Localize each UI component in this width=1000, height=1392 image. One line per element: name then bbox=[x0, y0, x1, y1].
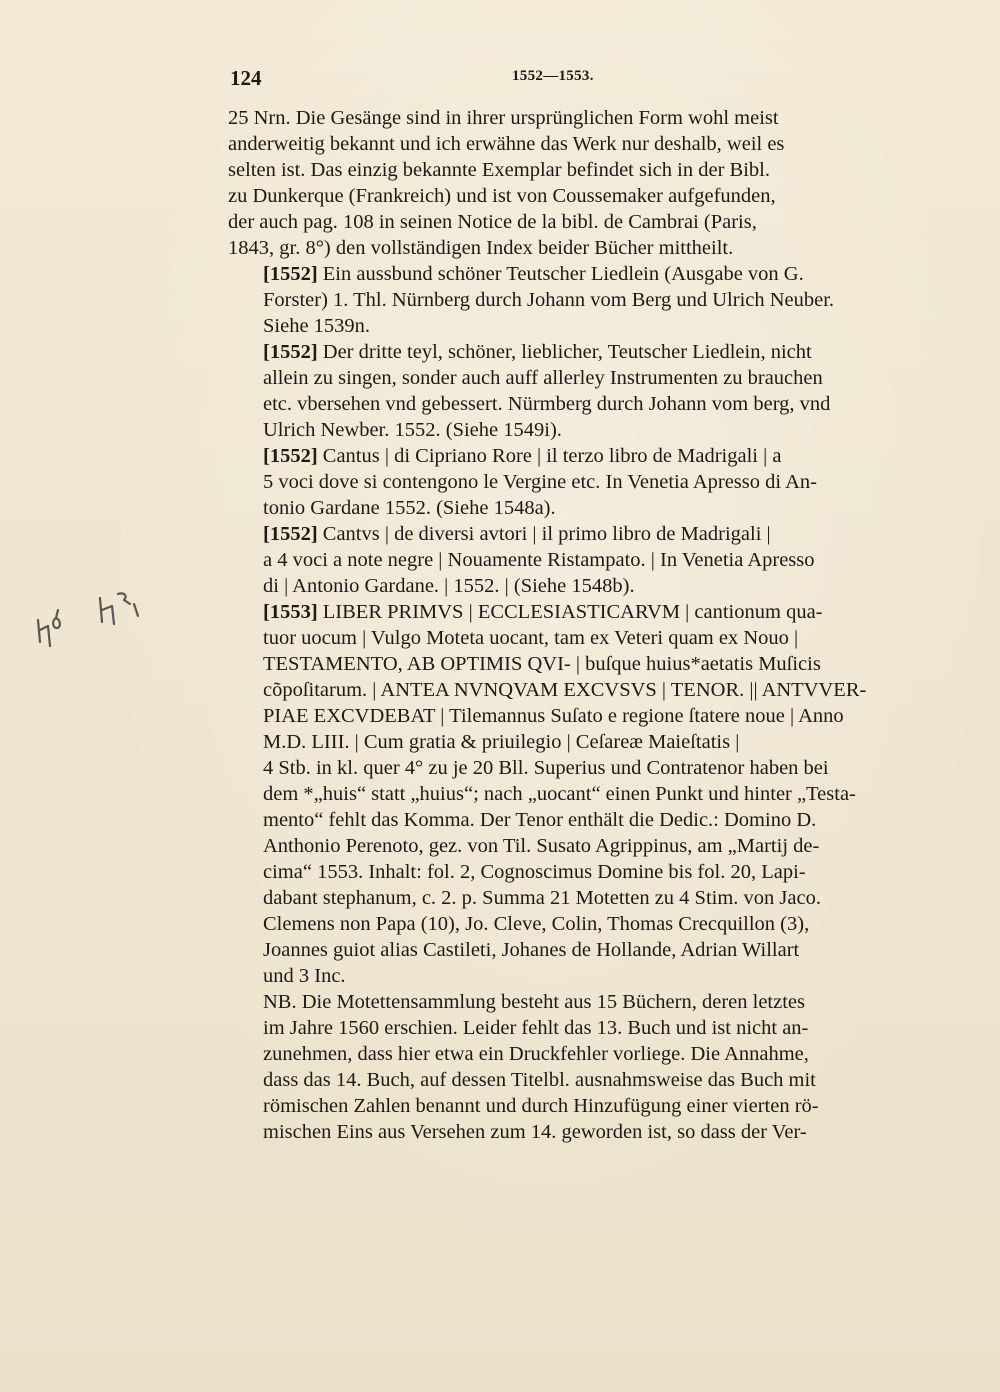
text-line: 5 voci dove si contengono le Vergine etc. In Venetia Apresso di An- bbox=[263, 471, 817, 493]
text-line: 4 Stb. in kl. quer 4° zu je 20 Bll. Superius und Contratenor haben bei bbox=[263, 757, 829, 779]
text-line: 1843, gr. 8°) den vollständigen Index beider Bücher mittheilt. bbox=[228, 237, 734, 259]
entry-1552-cantvs-diversi bbox=[228, 521, 898, 599]
entry-description bbox=[228, 755, 898, 989]
running-head: 1552—1553. bbox=[512, 68, 594, 84]
text-line: Joannes guiot alias Castileti, Johanes de Hollande, Adrian Willart bbox=[263, 939, 800, 961]
paragraph-1 bbox=[228, 105, 898, 261]
body-text bbox=[228, 105, 898, 1145]
text-line bbox=[228, 339, 898, 365]
text-line: im Jahre 1560 erschien. Leider fehlt das 13. Buch und ist nicht an- bbox=[263, 1017, 809, 1039]
text-line: M.D. LIII. | Cum gratia & priuilegio | Ceſareæ Maieſtatis | bbox=[263, 731, 740, 753]
text-line: und 3 Inc. bbox=[263, 965, 346, 987]
entry-year: [1552] bbox=[263, 263, 318, 285]
entry-title: Cantvs | de diversi avtori | il primo libro de Madrigali | bbox=[317, 523, 771, 545]
text-line: dabant stephanum, c. 2. p. Summa 21 Motetten zu 4 Stim. von Jaco. bbox=[263, 887, 821, 909]
text-line bbox=[228, 521, 898, 547]
text-line: TESTAMENTO, AB OPTIMIS QVI- | buſque huius*aetatis Muſicis bbox=[263, 653, 821, 675]
text-line: tonio Gardane 1552. (Siehe 1548a). bbox=[263, 497, 556, 519]
text-line: PIAE EXCVDEBAT | Tilemannus Suſato e regione ſtatere noue | Anno bbox=[263, 705, 844, 727]
text-line: cima“ 1553. Inhalt: fol. 2, Cognoscimus Domine bis fol. 20, Lapi- bbox=[263, 861, 806, 883]
text-line: Forster) 1. Thl. Nürnberg durch Johann vom Berg und Ulrich Neuber. bbox=[263, 289, 835, 311]
text-line: tuor uocum | Vulgo Moteta uocant, tam ex Veteri quam ex Nouo | bbox=[263, 627, 799, 649]
entry-title: Cantus | di Cipriano Rore | il terzo libro de Madrigali | a bbox=[317, 445, 782, 467]
text-line: Clemens non Papa (10), Jo. Cleve, Colin, Thomas Crecquillon (3), bbox=[263, 913, 810, 935]
text-line: cõpoſitarum. | ANTEA NVNQVAM EXCVSVS | TENOR. || ANTVVER- bbox=[263, 679, 867, 701]
entry-year: [1552] bbox=[263, 341, 318, 363]
entry-title: Der dritte teyl, schöner, lieblicher, Teutscher Liedlein, nicht bbox=[317, 341, 812, 363]
text-line: a 4 voci a note negre | Nouamente Ristampato. | In Venetia Apresso bbox=[263, 549, 815, 571]
entry-title: LIBER PRIMVS | ECCLESIASTICARVM | cantionum qua- bbox=[317, 601, 823, 623]
text-line: römischen Zahlen benannt und durch Hinzufügung einer vierten rö- bbox=[263, 1095, 819, 1117]
text-line: zunehmen, dass hier etwa ein Druckfehler vorliege. Die Annahme, bbox=[263, 1043, 809, 1065]
entry-1553-liber-primvs bbox=[228, 599, 898, 755]
text-line bbox=[228, 599, 898, 625]
text-line: Anthonio Perenoto, gez. von Til. Susato Agrippinus, am „Martij de- bbox=[263, 835, 820, 857]
entry-year: [1552] bbox=[263, 523, 318, 545]
entry-1552-dritte-teyl bbox=[228, 339, 898, 443]
text-line: etc. vbersehen vnd gebessert. Nürmberg durch Johann vom berg, vnd bbox=[263, 393, 831, 415]
entry-1552-aussbund bbox=[228, 261, 898, 339]
text-line: di | Antonio Gardane. | 1552. | (Siehe 1548b). bbox=[263, 575, 635, 597]
page-header bbox=[230, 66, 900, 90]
entry-year: [1552] bbox=[263, 445, 318, 467]
text-line: mento“ fehlt das Komma. Der Tenor enthält die Dedic.: Domino D. bbox=[263, 809, 817, 831]
text-line: dem *„huis“ statt „huius“; nach „uocant“ einen Punkt und hinter „Testa- bbox=[263, 783, 856, 805]
text-line: Ulrich Newber. 1552. (Siehe 1549i). bbox=[263, 419, 562, 441]
text-line: dass das 14. Buch, auf dessen Titelbl. ausnahmsweise das Buch mit bbox=[263, 1069, 816, 1091]
text-line: anderweitig bekannt und ich erwähne das Werk nur deshalb, weil es bbox=[228, 133, 785, 155]
text-line: der auch pag. 108 in seinen Notice de la bibl. de Cambrai (Paris, bbox=[228, 211, 757, 233]
text-line bbox=[228, 261, 898, 287]
text-line bbox=[228, 443, 898, 469]
text-line: zu Dunkerque (Frankreich) und ist von Coussemaker aufgefunden, bbox=[228, 185, 776, 207]
text-line: NB. Die Motettensammlung besteht aus 15 Büchern, deren letztes bbox=[263, 991, 805, 1013]
pencil-margin-annotation bbox=[30, 580, 160, 655]
entry-title: Ein aussbund schöner Teutscher Liedlein (Ausgabe von G. bbox=[317, 263, 804, 285]
text-line: selten ist. Das einzig bekannte Exemplar befindet sich in der Bibl. bbox=[228, 159, 770, 181]
text-line: 25 Nrn. Die Gesänge sind in ihrer ursprünglichen Form wohl meist bbox=[228, 107, 779, 129]
entry-year: [1553] bbox=[263, 601, 318, 623]
nota-bene-paragraph bbox=[228, 989, 898, 1145]
text-line: mischen Eins aus Versehen zum 14. geworden ist, so dass der Ver- bbox=[263, 1121, 807, 1143]
text-line: Siehe 1539n. bbox=[263, 315, 371, 337]
entry-1552-cantus-rore bbox=[228, 443, 898, 521]
handwritten-scribble-icon bbox=[30, 580, 160, 655]
page-number: 124 bbox=[230, 66, 262, 90]
text-line: allein zu singen, sonder auch auff allerley Instrumenten zu brauchen bbox=[263, 367, 823, 389]
